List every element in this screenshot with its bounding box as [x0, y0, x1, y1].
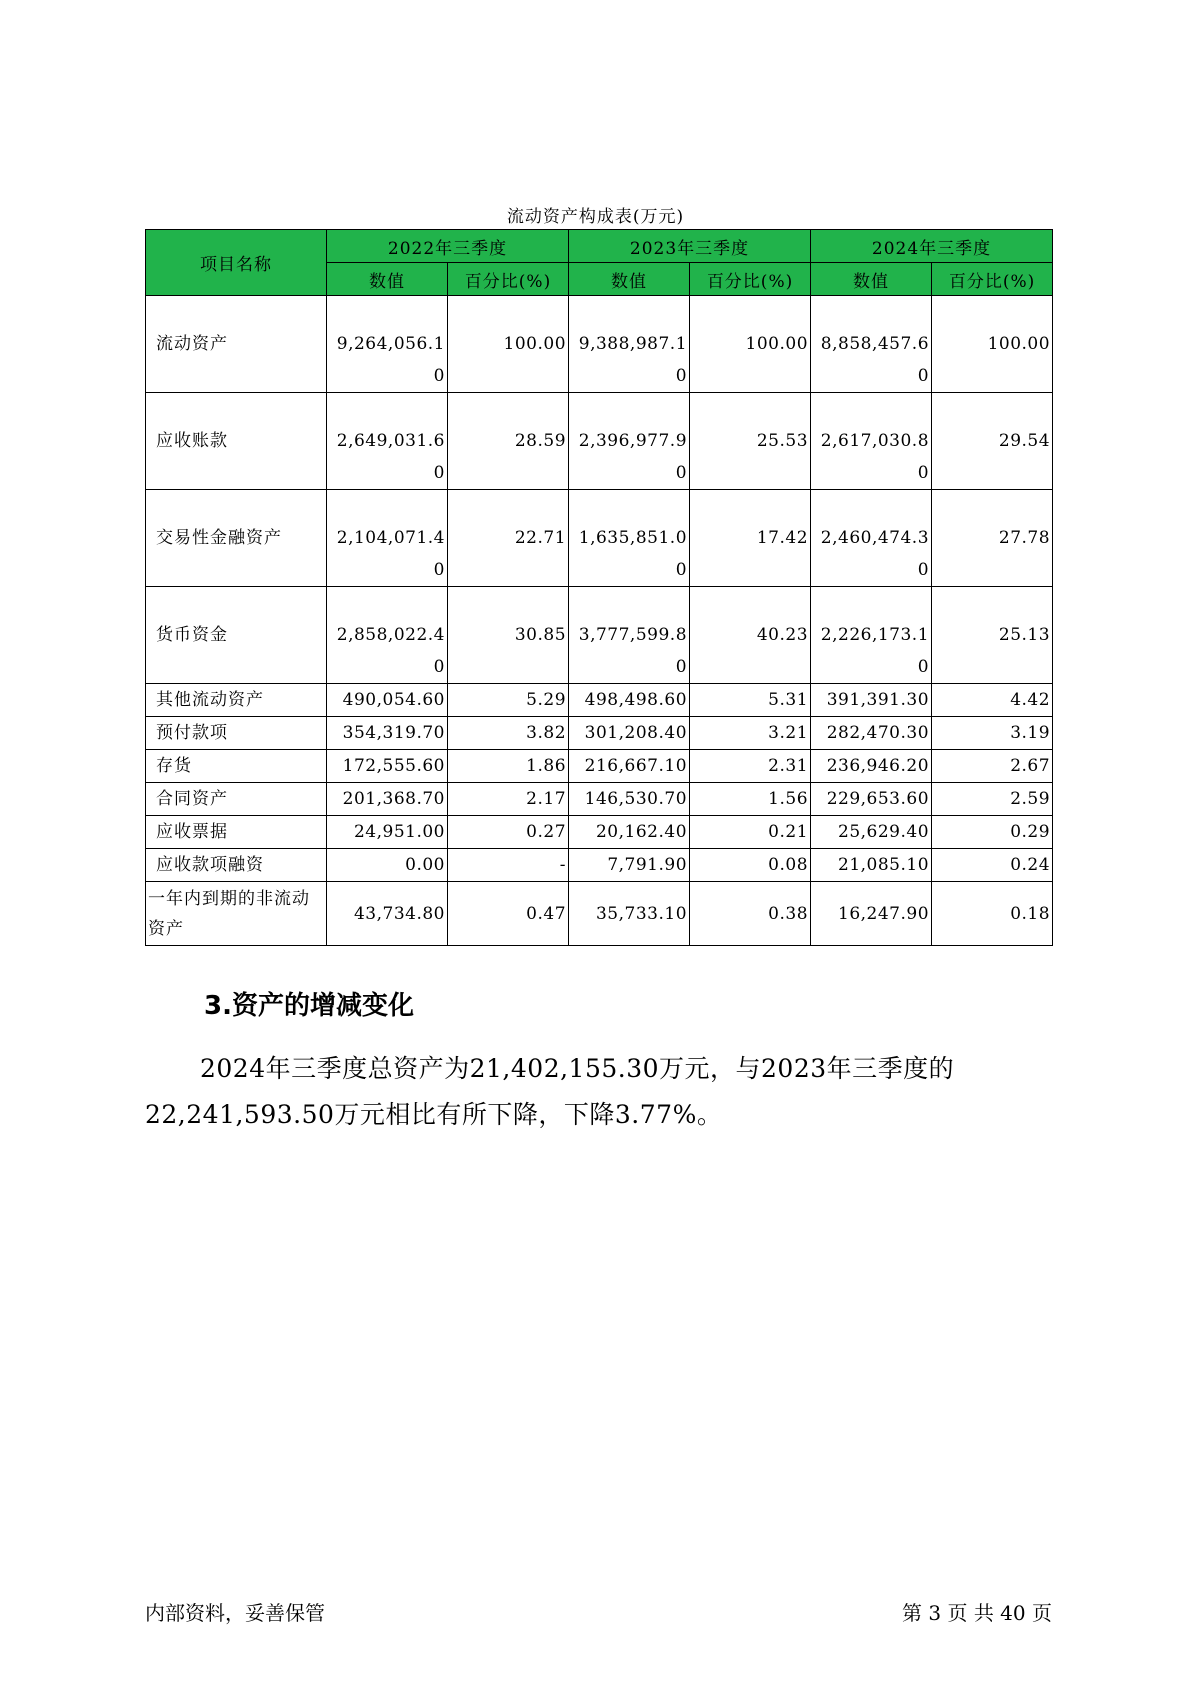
row-value-cell: 2,396,977.90 [569, 393, 690, 490]
row-value-cell: 391,391.30 [811, 684, 932, 717]
row-percent-cell: 5.29 [448, 684, 569, 717]
header-period-2022: 2022年三季度 [327, 230, 569, 263]
row-value-cell: 24,951.00 [327, 816, 448, 849]
header-period-2024: 2024年三季度 [811, 230, 1053, 263]
table-row [146, 393, 1053, 490]
subheader-value: 数值 [327, 263, 448, 296]
row-item-name: 预付款项 [146, 717, 327, 750]
subheader-value: 数值 [569, 263, 690, 296]
row-value-cell: 172,555.60 [327, 750, 448, 783]
row-value-cell: 2,617,030.80 [811, 393, 932, 490]
row-value-cell: 35,733.10 [569, 882, 690, 946]
row-percent-cell: 4.42 [932, 684, 1053, 717]
subheader-percent: 百分比(%) [690, 263, 811, 296]
row-value-cell: 146,530.70 [569, 783, 690, 816]
row-value-cell: 201,368.70 [327, 783, 448, 816]
row-percent-cell: 1.56 [690, 783, 811, 816]
row-percent-cell: 0.18 [932, 882, 1053, 946]
table-caption: 流动资产构成表(万元) [506, 207, 685, 227]
table-row [146, 849, 1053, 882]
footer-page-number: 第 3 页 共 40 页 [902, 1601, 1052, 1625]
row-item-name: 货币资金 [146, 587, 327, 684]
row-percent-cell: 0.08 [690, 849, 811, 882]
row-percent-cell: 0.29 [932, 816, 1053, 849]
header-item-name: 项目名称 [146, 230, 327, 296]
row-percent-cell: 25.13 [932, 587, 1053, 684]
row-percent-cell: 29.54 [932, 393, 1053, 490]
row-percent-cell: 25.53 [690, 393, 811, 490]
current-assets-table [145, 229, 1053, 946]
paragraph-line-1: 2024年三季度总资产为21,402,155.30万元，与2023年三季度的 [200, 1054, 955, 1083]
row-value-cell: 498,498.60 [569, 684, 690, 717]
row-item-name: 存货 [146, 750, 327, 783]
row-item-name: 应收款项融资 [146, 849, 327, 882]
row-item-name: 应收票据 [146, 816, 327, 849]
row-value-cell: 7,791.90 [569, 849, 690, 882]
row-item-name: 合同资产 [146, 783, 327, 816]
row-value-cell: 229,653.60 [811, 783, 932, 816]
table-row [146, 750, 1053, 783]
row-value-cell: 8,858,457.60 [811, 296, 932, 393]
table-row [146, 587, 1053, 684]
row-value-cell: 3,777,599.80 [569, 587, 690, 684]
row-value-cell: 282,470.30 [811, 717, 932, 750]
row-percent-cell: 2.59 [932, 783, 1053, 816]
row-value-cell: 301,208.40 [569, 717, 690, 750]
row-percent-cell: 27.78 [932, 490, 1053, 587]
row-percent-cell: 100.00 [932, 296, 1053, 393]
row-item-name: 交易性金融资产 [146, 490, 327, 587]
row-value-cell: 9,264,056.10 [327, 296, 448, 393]
row-percent-cell: 30.85 [448, 587, 569, 684]
row-percent-cell: 100.00 [690, 296, 811, 393]
row-item-name: 一年内到期的非流动资产 [146, 882, 327, 946]
row-percent-cell: 100.00 [448, 296, 569, 393]
row-value-cell: 43,734.80 [327, 882, 448, 946]
row-value-cell: 2,858,022.40 [327, 587, 448, 684]
row-item-name: 其他流动资产 [146, 684, 327, 717]
footer-confidential-note: 内部资料，妥善保管 [145, 1601, 325, 1625]
row-value-cell: 236,946.20 [811, 750, 932, 783]
row-value-cell: 20,162.40 [569, 816, 690, 849]
row-percent-cell: 5.31 [690, 684, 811, 717]
row-percent-cell: 28.59 [448, 393, 569, 490]
row-value-cell: 2,460,474.30 [811, 490, 932, 587]
row-percent-cell: 40.23 [690, 587, 811, 684]
header-period-2023: 2023年三季度 [569, 230, 811, 263]
row-value-cell: 25,629.40 [811, 816, 932, 849]
row-percent-cell: 0.21 [690, 816, 811, 849]
table-row [146, 816, 1053, 849]
row-percent-cell: 2.17 [448, 783, 569, 816]
row-percent-cell: 22.71 [448, 490, 569, 587]
subheader-value: 数值 [811, 263, 932, 296]
table-row [146, 296, 1053, 393]
row-value-cell: 9,388,987.10 [569, 296, 690, 393]
row-percent-cell: 17.42 [690, 490, 811, 587]
row-percent-cell: 3.21 [690, 717, 811, 750]
row-percent-cell: 0.47 [448, 882, 569, 946]
subheader-percent: 百分比(%) [932, 263, 1053, 296]
row-percent-cell: 2.31 [690, 750, 811, 783]
row-value-cell: 2,226,173.10 [811, 587, 932, 684]
row-percent-cell: 3.82 [448, 717, 569, 750]
row-percent-cell: 0.38 [690, 882, 811, 946]
row-percent-cell: 3.19 [932, 717, 1053, 750]
row-value-cell: 216,667.10 [569, 750, 690, 783]
row-value-cell: 2,649,031.60 [327, 393, 448, 490]
row-percent-cell: 0.24 [932, 849, 1053, 882]
row-percent-cell: - [448, 849, 569, 882]
row-item-name: 流动资产 [146, 296, 327, 393]
row-value-cell: 1,635,851.00 [569, 490, 690, 587]
table-row [146, 684, 1053, 717]
table-row [146, 717, 1053, 750]
paragraph-line-2: 22,241,593.50万元相比有所下降，下降3.77%。 [145, 1100, 723, 1129]
section-heading: 3.资产的增减变化 [204, 991, 414, 1021]
row-percent-cell: 2.67 [932, 750, 1053, 783]
subheader-percent: 百分比(%) [448, 263, 569, 296]
row-value-cell: 16,247.90 [811, 882, 932, 946]
row-value-cell: 2,104,071.40 [327, 490, 448, 587]
section-paragraph [145, 1046, 1045, 1138]
row-percent-cell: 0.27 [448, 816, 569, 849]
table-row [146, 490, 1053, 587]
row-value-cell: 490,054.60 [327, 684, 448, 717]
row-value-cell: 0.00 [327, 849, 448, 882]
row-item-name: 应收账款 [146, 393, 327, 490]
row-percent-cell: 1.86 [448, 750, 569, 783]
row-value-cell: 354,319.70 [327, 717, 448, 750]
table-row [146, 783, 1053, 816]
table-row [146, 882, 1053, 946]
row-value-cell: 21,085.10 [811, 849, 932, 882]
